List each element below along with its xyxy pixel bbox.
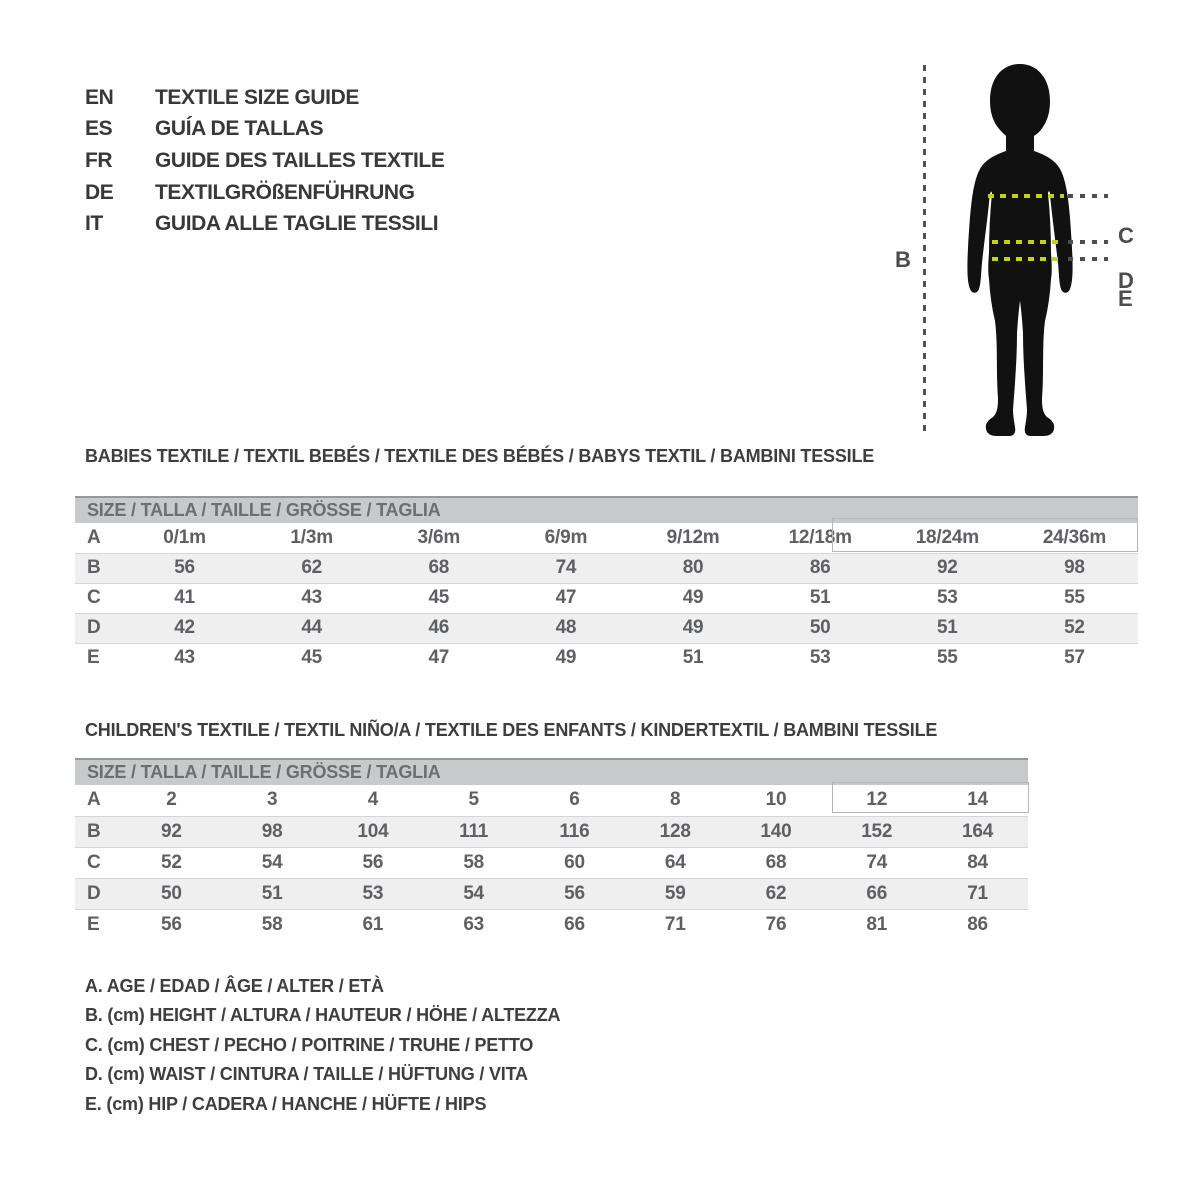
size-value-cell: 68 (726, 847, 827, 878)
size-value-cell: 61 (362, 913, 384, 935)
chest-label: C (1118, 223, 1134, 248)
size-value-cell: 86 (967, 913, 988, 935)
size-value-cell: 56 (323, 847, 424, 878)
size-value-cell: 71 (664, 913, 686, 935)
legend-line: C. (cm) CHEST / PECHO / POITRINE / TRUHE / PETTO (85, 1034, 534, 1055)
guide-title: GUIDA ALLE TAGLIE TESSILI (155, 212, 439, 236)
row-label: C (75, 847, 121, 878)
size-value-cell: 10 (726, 785, 827, 816)
language-code: EN (85, 85, 114, 109)
children-size-highlight-box (832, 782, 1029, 813)
size-value-cell: 5 (423, 785, 524, 816)
children-table-header: SIZE / TALLA / TAILLE / GRÖSSE / TAGLIA (75, 758, 1028, 785)
size-value-cell: 18/24m (884, 523, 1011, 553)
language-row (85, 145, 444, 177)
size-value-cell: 62 (726, 878, 827, 909)
height-dashed-line (923, 65, 926, 432)
size-value-cell: 56 (161, 913, 182, 935)
size-value-cell: 56 (524, 878, 625, 909)
guide-title: TEXTILGRÖßENFÜHRUNG (155, 180, 415, 204)
language-row (85, 114, 444, 146)
size-value-cell: 2 (121, 785, 222, 816)
language-row (85, 177, 444, 209)
size-value-cell: 66 (564, 913, 585, 935)
waist-measure-line (992, 240, 1058, 244)
size-value-cell: 60 (524, 847, 625, 878)
size-value-cell: 50 (757, 613, 884, 643)
measurement-figure (880, 40, 1170, 465)
row-label: D (75, 878, 121, 909)
size-value-cell: 92 (884, 553, 1011, 583)
row-label: A (75, 523, 121, 553)
hip-measure-line (992, 257, 1060, 261)
size-value-cell: 76 (765, 913, 787, 935)
size-value-cell: 12 (826, 785, 927, 816)
size-value-cell: 49 (630, 583, 757, 613)
size-value-cell: 59 (625, 878, 726, 909)
size-value-cell: 164 (927, 816, 1028, 847)
size-value-cell: 140 (726, 816, 827, 847)
row-label: C (75, 583, 121, 613)
size-value-cell: 55 (1011, 583, 1138, 613)
babies-table-header: SIZE / TALLA / TAILLE / GRÖSSE / TAGLIA (75, 496, 1138, 523)
size-value-cell: 12/18m (757, 523, 884, 553)
size-value-cell: 48 (502, 613, 629, 643)
size-value-cell: 24/36m (1011, 523, 1138, 553)
size-value-cell: 44 (248, 613, 375, 643)
size-value-cell: 53 (323, 878, 424, 909)
size-row-E (75, 909, 1028, 940)
waist-leader-line (1068, 240, 1108, 244)
size-value-cell: 51 (884, 613, 1011, 643)
size-value-cell: 51 (222, 878, 323, 909)
size-value-cell: 68 (375, 553, 502, 583)
legend-line: D. (cm) WAIST / CINTURA / TAILLE / HÜFTUNG / VITA (85, 1064, 528, 1085)
size-value-cell: 128 (625, 816, 726, 847)
row-label: A (75, 785, 121, 816)
legend (85, 972, 560, 1119)
waist-label: D (1118, 268, 1134, 293)
language-code: FR (85, 148, 113, 172)
babies-section-title: BABIES TEXTILE / TEXTIL BEBÉS / TEXTILE DES BÉBÉS / BABYS TEXTIL / BAMBINI TESSILE (85, 446, 875, 466)
row-label: B (75, 816, 121, 847)
size-value-cell: 64 (625, 847, 726, 878)
chest-measure-line (988, 194, 1064, 198)
size-value-cell: 55 (936, 647, 958, 669)
size-value-cell: 52 (121, 847, 222, 878)
size-value-cell: 49 (630, 613, 757, 643)
legend-line: B. (cm) HEIGHT / ALTURA / HAUTEUR / HÖHE / ALTEZZA (85, 1005, 561, 1026)
size-value-cell: 9/12m (630, 523, 757, 553)
size-value-cell: 71 (927, 878, 1028, 909)
legend-line: A. AGE / EDAD / ÂGE / ALTER / ETÀ (85, 976, 384, 996)
size-row-D (75, 878, 1028, 909)
size-value-cell: 74 (826, 847, 927, 878)
size-value-cell: 3 (222, 785, 323, 816)
size-value-cell: 57 (1064, 647, 1085, 669)
guide-title: GUIDE DES TAILLES TEXTILE (155, 148, 445, 172)
size-value-cell: 47 (502, 583, 629, 613)
size-value-cell: 54 (423, 878, 524, 909)
row-label: B (75, 553, 121, 583)
row-label: E (87, 913, 100, 935)
size-value-cell: 49 (555, 647, 577, 669)
size-value-cell: 41 (121, 583, 248, 613)
size-value-cell: 58 (261, 913, 283, 935)
size-value-cell: 111 (423, 816, 524, 847)
size-value-cell: 116 (524, 816, 625, 847)
child-silhouette-icon (962, 63, 1084, 441)
size-value-cell: 51 (757, 583, 884, 613)
size-value-cell: 6 (524, 785, 625, 816)
size-row-D (75, 613, 1138, 643)
size-value-cell: 54 (222, 847, 323, 878)
size-value-cell: 4 (323, 785, 424, 816)
size-row-C (75, 847, 1028, 878)
size-value-cell: 45 (301, 647, 323, 669)
size-value-cell: 0/1m (121, 523, 248, 553)
size-value-cell: 84 (927, 847, 1028, 878)
size-value-cell: 3/6m (375, 523, 502, 553)
size-value-cell: 50 (121, 878, 222, 909)
hip-leader-line (1068, 257, 1108, 261)
size-value-cell: 42 (121, 613, 248, 643)
hip-label: E (1118, 286, 1133, 311)
size-value-cell: 43 (174, 647, 195, 669)
size-row-E (75, 643, 1138, 673)
size-value-cell: 58 (423, 847, 524, 878)
language-code: IT (85, 212, 103, 236)
size-value-cell: 46 (375, 613, 502, 643)
guide-title: GUÍA DE TALLAS (155, 117, 324, 141)
size-value-cell: 51 (682, 647, 704, 669)
size-value-cell: 80 (630, 553, 757, 583)
language-guide (85, 82, 444, 240)
size-value-cell: 53 (884, 583, 1011, 613)
size-value-cell: 6/9m (502, 523, 629, 553)
size-value-cell: 98 (1011, 553, 1138, 583)
height-label: B (895, 247, 911, 272)
size-value-cell: 92 (121, 816, 222, 847)
children-section-title: CHILDREN'S TEXTILE / TEXTIL NIÑO/A / TEXTILE DES ENFANTS / KINDERTEXTIL / BAMBINI TESSILE (85, 720, 938, 740)
size-value-cell: 152 (826, 816, 927, 847)
legend-line: E. (cm) HIP / CADERA / HANCHE / HÜFTE / HIPS (85, 1093, 487, 1114)
size-row-B (75, 816, 1028, 847)
size-row-C (75, 583, 1138, 613)
language-code: ES (85, 117, 113, 141)
language-code: DE (85, 180, 114, 204)
size-value-cell: 43 (248, 583, 375, 613)
guide-title: TEXTILE SIZE GUIDE (155, 85, 359, 109)
size-value-cell: 45 (375, 583, 502, 613)
chest-leader-line (1068, 194, 1108, 198)
language-row (85, 82, 444, 114)
babies-size-highlight-box (832, 518, 1138, 552)
size-value-cell: 14 (927, 785, 1028, 816)
size-value-cell: 62 (248, 553, 375, 583)
size-value-cell: 8 (625, 785, 726, 816)
size-value-cell: 98 (222, 816, 323, 847)
size-value-cell: 63 (463, 913, 485, 935)
size-row-B (75, 553, 1138, 583)
size-value-cell: 1/3m (248, 523, 375, 553)
size-value-cell: 53 (809, 647, 831, 669)
language-row (85, 208, 444, 240)
size-value-cell: 56 (121, 553, 248, 583)
row-label: E (87, 647, 100, 669)
size-value-cell: 86 (757, 553, 884, 583)
size-value-cell: 66 (826, 878, 927, 909)
size-value-cell: 81 (866, 913, 888, 935)
size-value-cell: 52 (1011, 613, 1138, 643)
size-value-cell: 104 (323, 816, 424, 847)
row-label: D (75, 613, 121, 643)
size-value-cell: 47 (428, 647, 450, 669)
size-value-cell: 74 (502, 553, 629, 583)
